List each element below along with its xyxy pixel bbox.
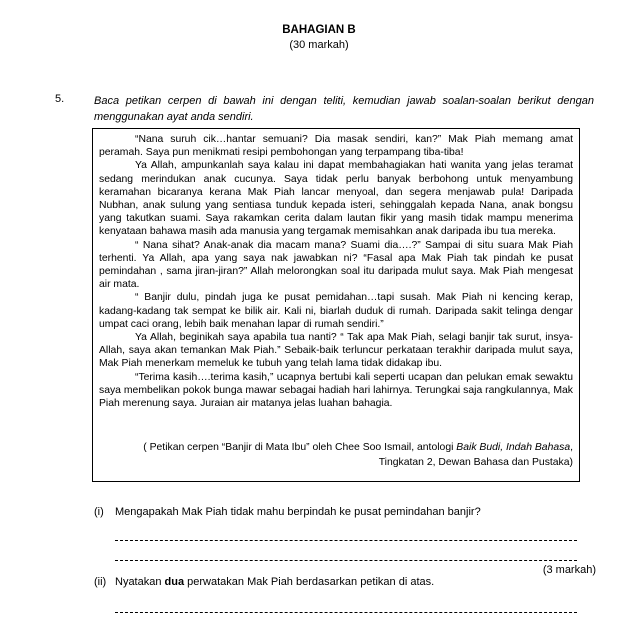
subquestion-text-emphasis: dua <box>164 576 185 588</box>
subquestion-marks: (3 markah) <box>542 564 596 576</box>
passage-paragraph: “ Banjir dulu, pindah juga ke pusat pemidahan…tapi susah. Mak Piah ni kencing kerap, kadang-kadang tak sempat ke bilik air. Kali ni, biarlah duduk di rumah. Daripada sakit telinga dengar umpat caci orang, lebih baik menahan lapar di rumah sendiri.” <box>99 292 573 330</box>
anthology-title: Baik Budi, Indah Bahasa <box>456 442 571 453</box>
section-title: BAHAGIAN B <box>282 24 356 36</box>
subquestion-text <box>115 576 434 588</box>
passage-paragraph: Ya Allah, beginikah saya apabila tua nanti? “ Tak apa Mak Piah, selagi banjir tak surut, insya-Allah, saya akan temankan Mak Piah.” Sebaik-baik terluncur perkataan terakhir daripada mulut saya, Mak Piah menerkam memeluk ke tubuh yang telah lama tidak didakap ibu. <box>99 332 573 370</box>
subquestion-text: Mengapakah Mak Piah tidak mahu berpindah ke pusat pemindahan banjir? <box>115 506 481 518</box>
passage-paragraph: “Terima kasih….terima kasih,” ucapnya bertubi kali seperti ucapan dan pelukan emak sewaktu saya membelikan pokok bunga mawar sebagai hadiah hari lahirnya. Terungkai saja rangkulannya, Mak Piah merenung saya. Juraian air matanya jelas luahan bahagia. <box>99 371 573 410</box>
passage-paragraph: “Nana suruh cik…hantar semuani? Dia masak sendiri, kan?” Mak Piah memang amat peramah. Saya pun menikmati resipi pembohongan yang terpampang tiba-tiba! <box>99 134 573 159</box>
subquestion-label: (ii) <box>94 576 107 588</box>
passage-text <box>99 133 573 410</box>
passage-box <box>92 128 580 482</box>
answer-line[interactable] <box>115 540 577 541</box>
question-number: 5. <box>55 93 65 105</box>
passage-source <box>99 440 573 470</box>
answer-line[interactable] <box>115 612 577 613</box>
subquestion-text-part: Nyatakan <box>115 576 165 588</box>
passage-paragraph: “ Nana sihat? Anak-anak dia macam mana? Suami dia….?” Sampai di situ suara Mak Piah terhenti. Ya Allah, apa yang saya nak jawabkan ni? “Fasal apa Mak Piah tak pindah ke pusat pemindahan , sama jiran-jiran?” Allah melorongkan soal itu daripada mulut saya. Mak Piah mengesat air mata. <box>99 239 573 291</box>
subquestion-label: (i) <box>94 506 104 518</box>
passage-paragraph: Ya Allah, ampunkanlah saya kalau ini dapat membahagiakan hati wanita yang jelas teramat sedang merindukan anak cucunya. Saya tidak perlu banyak berbohong untuk menyambung keramahan bicaranya kerana Mak Piah lancar menyoal, dan segera menjawab pula! Daripada Nubhan, anak sulung yang sentiasa tunduk kepada isteri, sehinggalah kepada Nana, anak bongsu yang takutkan suami. Saya rakamkan cerita dalam lautan fikir yang masih tidak mampu menerima kenyataan bahawa masih ada manusia yang tergamak memisahkan anak daripada ibu tua mereka. <box>99 160 573 238</box>
question-instruction: Baca petikan cerpen di bawah ini dengan teliti, kemudian jawab soalan-soalan berikut dengan menggunakan ayat anda sendiri. <box>94 95 594 123</box>
subquestion-text-part: perwatakan Mak Piah berdasarkan petikan di atas. <box>184 576 435 588</box>
answer-line[interactable] <box>115 560 577 561</box>
passage-source-text: ( Petikan cerpen “Banjir di Mata Ibu” oleh Chee Soo Ismail, antologi Baik Budi, Indah Bahasa, Tingkatan 2, Dewan Bahasa dan Pustaka) <box>143 442 573 468</box>
section-marks: (30 markah) <box>289 39 349 51</box>
